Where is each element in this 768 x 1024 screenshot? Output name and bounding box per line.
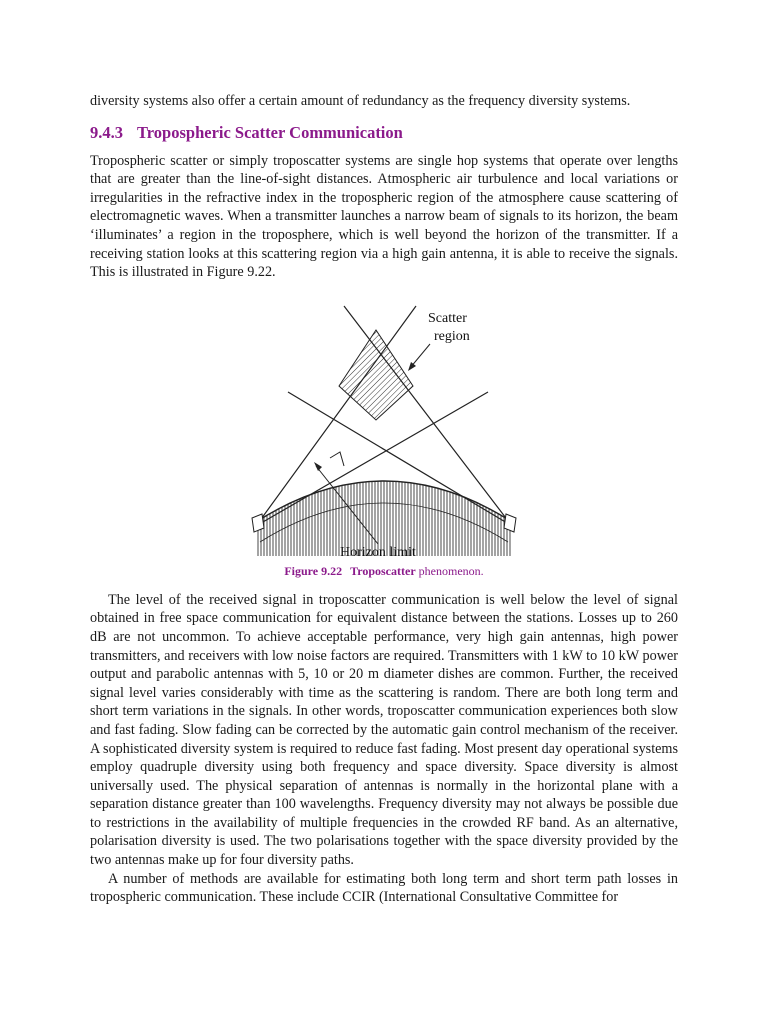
- figure-caption: [90, 564, 678, 579]
- page-body: [90, 92, 678, 907]
- horizon-arrowhead: [314, 462, 322, 471]
- section-title: Tropospheric Scatter Communication: [137, 122, 403, 142]
- paragraph-methods: A number of methods are available for estimating both long term and short term path losses in tropospheric communication. These include CCIR (International Consultative Committee for: [90, 870, 678, 906]
- intro-fragment: diversity systems also offer a certain amount of redundancy as the frequency diversity systems.: [90, 93, 631, 109]
- paragraph-signal-level: The level of the received signal in troposcatter communication is well below the level of signal obtained in free space communication for equivalent distance between the stations. Losses up to 260 dB are not uncommon. To achieve acceptable performance, very high gain antennas, high power transmitters, and receivers with low noise factors are required. Transmitters with 1 kW to 10 kW power output and parabolic antennas with 5, 10 or 20 m diameter dishes are common. Further, the received signal level varies considerably with time as the scattering is random. There are both long term and short term variations in the signals. In other words, troposcatter communication experiences both slow and fast fading. Slow fading can be corrected by the automatic gain control mechanism of the receiver. A sophisticated diversity system is required to reduce fast fading. Most present day operational systems employ quadruple diversity using both frequency and space diversity. Space diversity is almost universally used. The physical separation of antennas is normally in the horizontal plane with a separation distance greater than 100 wavelengths. Frequency diversity may not always be possible due to restrictions in the availability of multiple frequencies in the crowded RF band. As an alternative, polarisation diversity is used. The two polarisations together with the space diversity provided by the two antennas make up for four diversity paths.: [90, 591, 678, 869]
- scatter-label-line2: region: [434, 328, 470, 344]
- caption-number: Figure 9.22: [284, 563, 343, 578]
- caption-rest: phenomenon.: [415, 563, 484, 578]
- scatter-arrowhead: [408, 362, 416, 371]
- paragraph-intro: Tropospheric scatter or simply troposcatter systems are single hop systems that operate over lengths that are greater than the line-of-sight distances. Atmospheric air turbulence and local variations or irregularities in the refractive index in the tropospheric region of the atmosphere cause scattering of electromagnetic waves. When a transmitter launches a narrow beam of signals to its horizon, the beam ‘illuminates’ a region in the troposphere, which is well beyond the horizon of the transmitter. If a receiving station looks at this scattering region via a high gain antenna, it is able to receive the signals. This is illustrated in Figure 9.22.: [90, 152, 678, 281]
- section-number: 9.4.3: [90, 122, 123, 142]
- figure-troposcatter: [90, 290, 678, 560]
- caption-bold: Troposcatter: [350, 563, 416, 578]
- troposcatter-diagram: [248, 290, 520, 560]
- scatter-label-line1: Scatter: [428, 310, 467, 326]
- horizon-limit-label: Horizon limit: [340, 544, 416, 560]
- horizon-angle-marker: [330, 452, 344, 466]
- scatter-region: [339, 330, 413, 420]
- section-heading: [90, 123, 678, 143]
